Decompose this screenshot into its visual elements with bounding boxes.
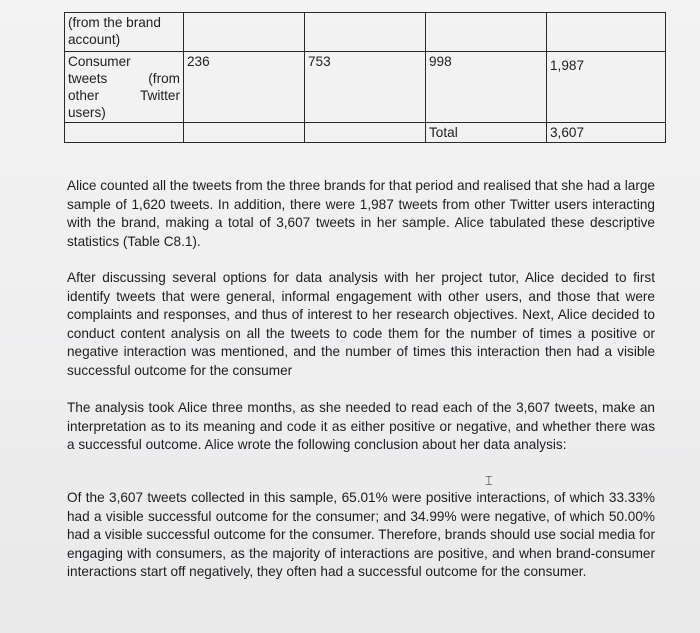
row-label-consumer-tweets xyxy=(65,52,184,123)
cell-value: 236 xyxy=(184,52,305,123)
table-cell xyxy=(305,123,426,143)
paragraph-conclusion: Of the 3,607 tweets collected in this sample, 65.01% were positive interactions, of which 33.33% had a visible successful outcome for the consumer; and 34.99% were negative, of which 50.00% had a visible successful outcome for the consumer. Therefore, brands should use social media for engaging with consumers, as the majority of interactions are positive, and when brand-consumer interactions start off negatively, they often had a successful outcome for the consumer. xyxy=(67,490,655,580)
total-label: Total xyxy=(426,123,547,143)
table-cell xyxy=(547,13,666,52)
label-word: Twitter xyxy=(139,88,180,103)
table-row-total xyxy=(65,123,666,143)
table-cell xyxy=(426,13,547,52)
paragraph-analysis-duration: The analysis took Alice three months, as she needed to read each of the 3,607 tweets, make an interpretation as to its meaning and code it as either positive or negative, and whether there was a successful outcome. Alice wrote the following conclusion about her data analysis: xyxy=(67,400,655,453)
table-row-consumer-tweets xyxy=(65,52,666,123)
table-cell xyxy=(184,13,305,52)
label-line xyxy=(68,87,180,104)
label-word: (from xyxy=(148,71,180,86)
table-cell xyxy=(305,13,426,52)
descriptive-statistics-table xyxy=(64,12,666,143)
label-word: users) xyxy=(68,105,106,120)
text-cursor-icon: ⌶ xyxy=(485,474,493,489)
table-row-brand-account xyxy=(65,13,666,52)
cell-value: 1,987 xyxy=(550,58,585,73)
table-cell xyxy=(65,123,184,143)
row-label-brand-account xyxy=(65,13,184,52)
label-word: other xyxy=(68,88,99,103)
cell-value: 998 xyxy=(426,52,547,123)
cell-value: 753 xyxy=(305,52,426,123)
label-line: account) xyxy=(68,32,121,47)
paragraph-analysis-approach: After discussing several options for data analysis with her project tutor, Alice decided to first identify tweets that were general, informal engagement with other users, and those that were complaints and responses, and thus of interest to her research objectives. Next, Alice decided to conduct content analysis on all the tweets to code them for the number of times a positive or negative interaction was mentioned, and the number of times this interaction then had a visible successful outcome for the consumer xyxy=(67,270,655,378)
label-word: Consumer xyxy=(68,54,131,69)
table-cell xyxy=(184,123,305,143)
paragraph-sample-description: Alice counted all the tweets from the three brands for that period and realised that she had a large sample of 1,620 tweets. In addition, there were 1,987 tweets from other Twitter users interacting with the brand, making a total of 3,607 tweets in her sample. Alice tabulated these descriptive statistics (Table C8.1). xyxy=(67,178,655,249)
label-line: (from the brand xyxy=(68,15,161,30)
label-word: tweets xyxy=(68,71,108,86)
cell-value-wrapper xyxy=(547,52,666,123)
total-value: 3,607 xyxy=(547,123,666,143)
label-line xyxy=(68,70,180,87)
label-line xyxy=(68,104,180,121)
label-line xyxy=(68,53,180,70)
